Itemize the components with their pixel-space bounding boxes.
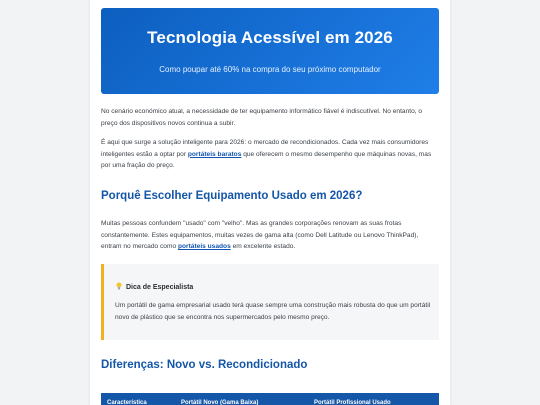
section1-text-before: Muitas pessoas confundem "usado" com "velho". Mas as grandes corporações renovam as suas frotas constantemente. Estes equipamentos, muitas vezes de gama alta (como Dell Latitude ou Lenovo ThinkPad), entram no mercado como xyxy=(101,220,419,250)
intro-paragraph-2 xyxy=(101,137,439,172)
section-heading-differences: Diferenças: Novo vs. Recondicionado xyxy=(101,359,308,371)
table-header-new-laptop: Portátil Novo (Gama Baixa) xyxy=(181,400,259,405)
intro-p2-text-after: que oferecem o mesmo desempenho que máquinas novas, mas por uma fração do preço. xyxy=(101,150,432,169)
section1-text-after: em excelente estado. xyxy=(230,243,296,250)
table-header-feature: Característica xyxy=(107,400,147,405)
article-page xyxy=(90,0,450,405)
comparison-table-header xyxy=(101,393,439,405)
intro-p2-text-before: É aqui que surge a solução inteligente para 2026: o mercado de recondicionados. Cada vez mais consumidores inteligentes estão a optar por xyxy=(101,139,429,158)
expert-tip-box xyxy=(101,264,439,340)
section-heading-why-used: Porquê Escolher Equipamento Usado em 2026? xyxy=(101,190,363,202)
tip-text: Um portátil de gama empresarial usado terá quase sempre uma construção mais robusta do que um portátil novo de plástico que se encontra nos supermercados pelo mesmo preço. xyxy=(115,302,431,321)
lightbulb-icon xyxy=(115,282,123,290)
hero-subtitle: Como poupar até 60% na compra do seu próximo computador xyxy=(159,65,381,74)
section1-paragraph xyxy=(101,218,439,253)
hero-title: Tecnologia Acessível em 2026 xyxy=(147,28,393,47)
intro-paragraph-1: No cenário económico atual, a necessidade de ter equipamento informático fiável é indiscutível. No entanto, o preço dos dispositivos novos continua a subir. xyxy=(101,108,423,127)
portateis-baratos-link[interactable]: portáteis baratos xyxy=(187,150,242,158)
portateis-usados-link[interactable]: portáteis usados xyxy=(177,243,231,250)
tip-title-row xyxy=(115,282,193,291)
table-header-used-laptop: Portátil Profissional Usado xyxy=(314,400,391,405)
hero-banner xyxy=(101,8,439,94)
tip-title: Dica de Especialista xyxy=(126,284,194,291)
